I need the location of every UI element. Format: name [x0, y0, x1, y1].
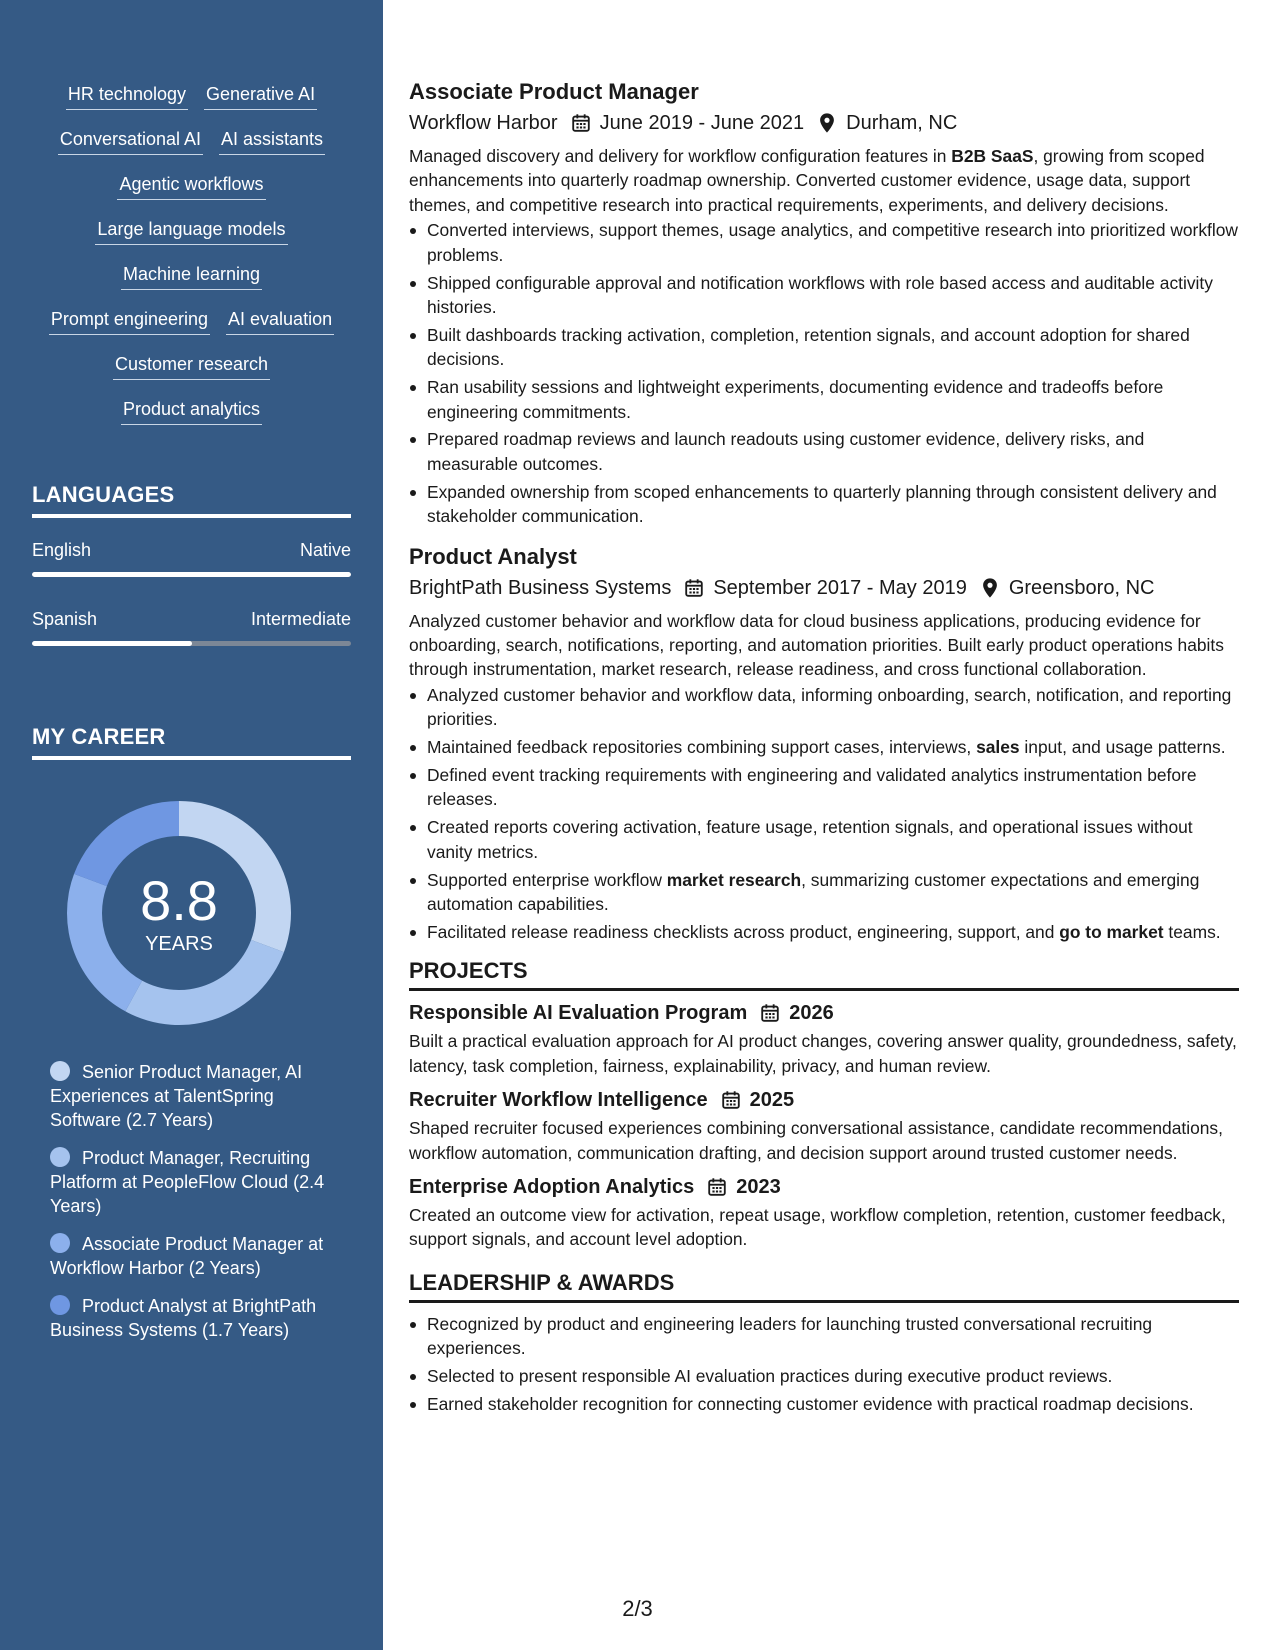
calendar-icon	[720, 1089, 742, 1111]
skill-tag: Conversational AI	[58, 127, 203, 155]
project-title: Responsible AI Evaluation Program	[409, 1002, 748, 1025]
experience-entry	[409, 78, 1239, 529]
career-legend	[50, 1060, 330, 1356]
skills-row	[30, 352, 353, 397]
project-title: Enterprise Adoption Analytics	[409, 1176, 695, 1198]
job-description-emphasis: B2B SaaS	[951, 146, 1034, 166]
career-legend-item	[50, 1232, 330, 1280]
language-item	[32, 540, 351, 577]
skills-row	[30, 262, 353, 307]
project-title: Recruiter Workflow Intelligence	[409, 1089, 708, 1112]
page-number: 2/3	[622, 1596, 653, 1621]
bullet-text: input, and usage patterns.	[1019, 737, 1226, 758]
skill-tag: Customer research	[113, 352, 270, 380]
awards-list	[409, 1312, 1239, 1417]
language-level: Native	[299, 540, 351, 560]
language-proficiency-bar	[32, 641, 351, 646]
job-title: Product Analyst	[409, 543, 577, 569]
bullet-text: , summarizing customer expectations and emerging automation capabilities.	[427, 869, 1200, 915]
skills-row	[30, 127, 353, 172]
career-legend-text: Senior Product Manager, AI Experiences at TalentSpring Software (2.7 Years)	[50, 1062, 303, 1130]
job-description: Analyzed customer behavior and workflow data for cloud business applications, producing evidence for onboarding, search, notifications, reporting, and automation priorities. Built early product operations habits through instrumentation, market research, release readiness, and cross functional collaboration.	[409, 610, 1224, 680]
bullet-item: Ran usability sessions and lightweight experiments, documenting evidence and tradeoffs before engineering commitments.	[409, 375, 1239, 424]
bullet-emphasis: sales	[976, 737, 1020, 758]
location-pin-icon	[816, 112, 838, 134]
bullet-text: Analyzed customer behavior and workflow data, informing onboarding, search, notification, and reporting priorities.	[427, 684, 1232, 730]
legend-dot-icon	[50, 1147, 70, 1167]
awards-heading: LEADERSHIP & AWARDS	[409, 1270, 1239, 1303]
job-bullets	[409, 683, 1239, 945]
bullet-text: Maintained feedback repositories combining support cases, interviews,	[427, 737, 977, 758]
bullet-item	[409, 683, 1239, 732]
skill-tag: Machine learning	[121, 262, 262, 290]
project-year: 2025	[749, 1089, 795, 1112]
job-meta	[409, 574, 1239, 602]
language-name: Spanish	[32, 609, 98, 629]
bullet-item: Built dashboards tracking activation, completion, retention signals, and account adoption for shared decisions.	[409, 323, 1239, 372]
award-item: Recognized by product and engineering leaders for launching trusted conversational recruiting experiences.	[409, 1312, 1239, 1361]
skills-row	[30, 172, 353, 217]
project-year: 2026	[789, 1002, 834, 1025]
language-level: Intermediate	[250, 609, 351, 629]
skills-row	[30, 82, 353, 127]
calendar-icon	[706, 1176, 728, 1198]
bullet-text: teams.	[1163, 921, 1221, 942]
bullet-item: Shipped configurable approval and notification workflows with role based access and auditable activity histories.	[409, 271, 1239, 320]
bullet-text: Supported enterprise workflow	[427, 869, 667, 890]
bullet-item	[409, 815, 1239, 864]
bullet-emphasis: go to market	[1059, 921, 1164, 942]
calendar-icon	[683, 577, 705, 599]
award-item: Earned stakeholder recognition for connecting customer evidence with practical roadmap decisions.	[409, 1392, 1239, 1416]
language-proficiency-fill	[32, 572, 351, 577]
career-heading: MY CAREER	[32, 724, 351, 760]
language-item	[32, 609, 351, 646]
language-name: English	[32, 540, 92, 560]
bullet-emphasis: market research	[666, 869, 802, 890]
job-description-text: , growing from scoped enhancements into quarterly roadmap ownership. Converted customer evidence, usage data, support themes, and competitive research into practical requirements, experiments, and delivery decisions.	[409, 146, 1205, 215]
job-location: Greensboro, NC	[1008, 576, 1155, 599]
career-legend-item	[50, 1146, 330, 1218]
languages-heading: LANGUAGES	[32, 482, 351, 518]
job-dates: September 2017 - May 2019	[713, 576, 967, 599]
career-total	[66, 870, 292, 956]
skill-tag: HR technology	[66, 82, 188, 110]
skill-tag: Generative AI	[204, 82, 317, 110]
skills-row	[30, 397, 353, 442]
project-description: Created an outcome view for activation, repeat usage, workflow completion, retention, customer feedback, support signals, and account level adoption.	[409, 1205, 1226, 1250]
job-description-text: Managed discovery and delivery for workflow configuration features in	[409, 146, 952, 166]
career-legend-item	[50, 1060, 330, 1132]
bullet-item	[409, 920, 1239, 944]
project-description: Shaped recruiter focused experiences combining conversational assistance, candidate recommendations, workflow automation, communication drafting, and decision support around trusted customer needs.	[409, 1118, 1223, 1163]
project-year: 2023	[736, 1176, 781, 1198]
job-title: Associate Product Manager	[409, 79, 699, 104]
career-total-number: 8.8	[140, 869, 218, 932]
award-item: Selected to present responsible AI evaluation practices during executive product reviews.	[409, 1364, 1239, 1388]
skill-tag: Agentic workflows	[117, 172, 265, 200]
skill-tag: Large language models	[95, 217, 287, 245]
career-legend-text: Associate Product Manager at Workflow Harbor (2 Years)	[50, 1234, 324, 1278]
location-pin-icon	[979, 577, 1001, 599]
bullet-item: Expanded ownership from scoped enhancements to quarterly planning through consistent delivery and stakeholder communication.	[409, 480, 1239, 529]
skill-tag: AI evaluation	[226, 307, 334, 335]
job-bullets	[409, 218, 1239, 528]
bullet-text: Created reports covering activation, feature usage, retention signals, and operational issues without vanity metrics.	[427, 817, 1193, 862]
legend-dot-icon	[50, 1061, 70, 1081]
calendar-icon	[759, 1002, 781, 1024]
legend-dot-icon	[50, 1233, 70, 1253]
bullet-item	[409, 735, 1239, 759]
bullet-item: Prepared roadmap reviews and launch readouts using customer evidence, delivery risks, and measurable outcomes.	[409, 427, 1239, 476]
sidebar	[0, 0, 383, 1650]
career-legend-item	[50, 1294, 330, 1342]
bullet-text: Defined event tracking requirements with engineering and validated analytics instrumentation before releases.	[427, 765, 1197, 810]
calendar-icon	[570, 112, 592, 134]
bullet-text: Facilitated release readiness checklists across product, engineering, support, and	[427, 921, 1060, 942]
project-description: Built a practical evaluation approach for AI product changes, covering answer quality, groundedness, safety, latency, task completion, fairness, explainability, privacy, and human review.	[409, 1031, 1237, 1076]
career-legend-text: Product Analyst at BrightPath Business Systems (1.7 Years)	[50, 1296, 317, 1340]
language-row	[32, 609, 351, 630]
career-legend-text: Product Manager, Recruiting Platform at PeopleFlow Cloud (2.4 Years)	[50, 1148, 325, 1216]
skill-tag: Product analytics	[121, 397, 262, 425]
main-content	[409, 78, 1239, 1420]
skills-row	[30, 307, 353, 352]
job-meta	[409, 109, 1239, 137]
career-total-unit: YEARS	[145, 933, 213, 955]
projects-heading: PROJECTS	[409, 958, 1239, 991]
project-title-row	[409, 1086, 1239, 1114]
language-proficiency-fill	[32, 641, 192, 646]
project-title-row	[409, 1173, 1239, 1201]
job-location: Durham, NC	[846, 112, 958, 134]
bullet-item: Converted interviews, support themes, usage analytics, and competitive research into prioritized workflow problems.	[409, 218, 1239, 267]
bullet-item	[409, 763, 1239, 812]
job-description	[409, 144, 1239, 217]
bullet-item	[409, 868, 1239, 917]
company-name: Workflow Harbor	[409, 112, 558, 134]
experience-entry	[409, 543, 1239, 945]
language-proficiency-bar	[32, 572, 351, 577]
skill-tag: Prompt engineering	[49, 307, 210, 335]
skill-tag: AI assistants	[219, 127, 325, 155]
skills-cloud	[30, 82, 353, 442]
skills-row	[30, 217, 353, 262]
language-row	[32, 540, 351, 561]
project-title-row	[409, 999, 1239, 1027]
legend-dot-icon	[50, 1295, 70, 1315]
company-name: BrightPath Business Systems	[409, 576, 672, 599]
job-dates: June 2019 - June 2021	[599, 112, 805, 134]
